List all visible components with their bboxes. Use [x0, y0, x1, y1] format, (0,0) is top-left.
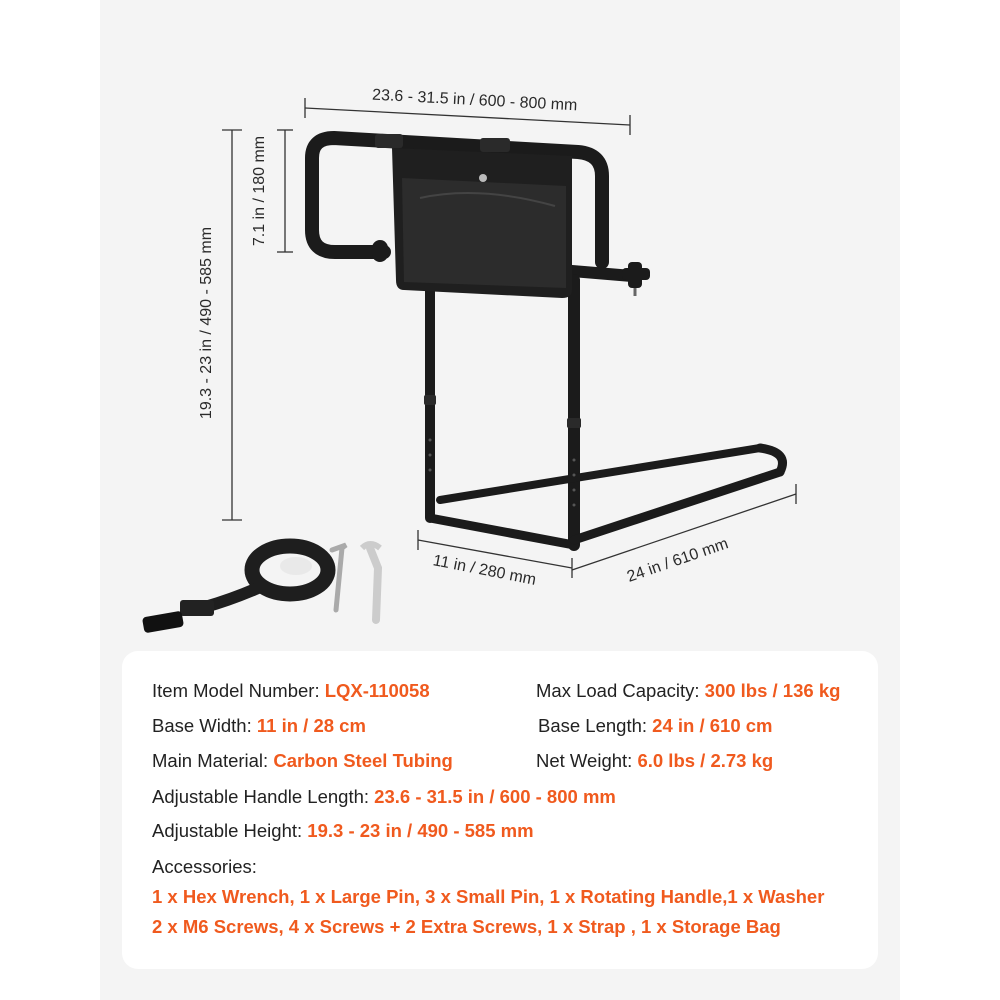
spec-capacity: Max Load Capacity: 300 lbs / 136 kg — [536, 680, 841, 701]
accessories-line-1: 1 x Hex Wrench, 1 x Large Pin, 3 x Small Pin, 1 x Rotating Handle,1 x Washer — [152, 886, 825, 907]
accessories-heading: Accessories: — [152, 856, 257, 877]
leg-collars — [424, 395, 581, 428]
spec-height: Adjustable Height: 19.3 - 23 in / 490 - 585 mm — [152, 820, 534, 841]
spec-base-length: Base Length: 24 in / 610 cm — [538, 715, 773, 736]
handle-height-dimension: 7.1 in / 180 mm — [251, 135, 268, 247]
spec-base-width: Base Width: 11 in / 28 cm — [152, 715, 366, 736]
base-width-dimension: 11 in / 280 mm — [431, 552, 538, 589]
spec-model: Item Model Number: LQX-110058 — [152, 680, 430, 701]
storage-bag — [375, 134, 572, 298]
spec-handle-length: Adjustable Handle Length: 23.6 - 31.5 in / 600 - 800 mm — [152, 786, 616, 807]
accessories-line-2: 2 x M6 Screws, 4 x Screws + 2 Extra Screws, 1 x Strap , 1 x Storage Bag — [152, 916, 781, 937]
strap-accessory — [142, 546, 328, 633]
spec-weight: Net Weight: 6.0 lbs / 2.73 kg — [536, 750, 774, 771]
handle-length-dimension: 23.6 - 31.5 in / 600 - 800 mm — [371, 86, 578, 115]
flat-wrench-accessory — [362, 544, 380, 620]
base-length-dimension: 24 in / 610 mm — [624, 535, 731, 586]
overall-height-dimension: 19.3 - 23 in / 490 - 585 mm — [198, 226, 215, 420]
rotating-knob — [622, 262, 650, 296]
spec-material: Main Material: Carbon Steel Tubing — [152, 750, 453, 771]
